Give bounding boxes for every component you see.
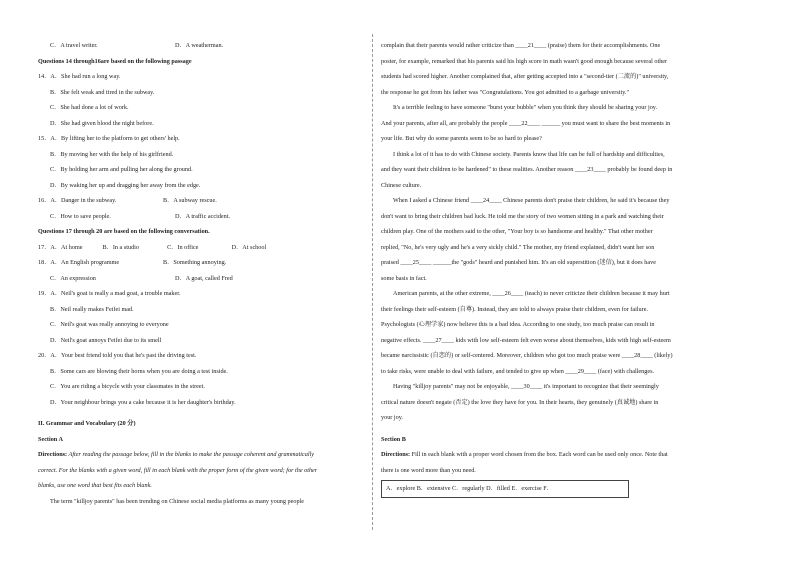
question-stem: 14．A．She had run a long way. [38,73,121,80]
option: 17．A．At home [38,243,83,251]
passage-text: your joy. [381,414,403,421]
directions-label: Directions: [38,451,68,458]
conversation-header: Questions 17 through 20 are based on the following conversation. [38,228,210,235]
section-b-title: Section B [381,435,406,443]
q17-options [38,240,364,256]
q18-row1 [38,255,364,271]
passage-text: and they want their children to be hardened" to these realities. Another reason ____23____ probably be found deep in [381,166,673,173]
directions-label: Directions: [381,451,411,458]
directions-text: there is one word more than you need. [381,466,476,474]
passage-text: students had scored higher. Another complained that, after getting accepted into a "second-tier (二流的)" university, [381,73,669,80]
directions-text: blanks, use one word that best fits each blank. [38,482,152,489]
passage-text: children play. One of the mothers said to the other, "Your boy is so handsome and healthy." That other mother [381,228,653,235]
passage-text: It's a terrible feeling to have someone "burst your bubble" when you think they should be sharing your joy. [393,104,658,111]
question-stem: 19．A．Neil's goat is really a mad goat, a trouble maker. [38,290,181,297]
option: B．Neil really makes Feifei mad. [50,305,134,313]
option: D．A weatherman. [175,42,224,49]
passage-text: to take risks, were unable to deal with failure, and tended to give up when ____29____ (face) with challenges. [381,367,655,375]
option: B．Some cars are blowing their horns when you are doing a test inside. [50,367,228,375]
option: D．A goat, called Fred [175,274,233,282]
option: B．She felt weak and tired in the subway. [50,88,155,96]
option: D．A traffic accident. [175,212,231,220]
option: D．At school [231,243,267,251]
option: C．How to save people. [50,212,111,220]
passage-header: Questions 14 through16are based on the following passage [38,57,192,65]
left-column [38,38,364,509]
option: D．By waking her up and dragging her away from the edge. [50,181,201,189]
directions [38,447,364,463]
word-box: A．explore B．extensive C．regularly D．filled E．exercise F． [381,480,629,498]
option: C．You are riding a bicycle with your classmates in the street. [50,383,205,390]
option: C．In office [167,243,199,251]
q13-options [38,38,364,54]
passage-text: the response he got from his father was "Congratulations. You got admitted to a garbage university." [381,88,629,96]
option: B．In a studio [102,243,139,251]
option: D．Neil's goat annoys Feifei due to its smell [50,336,162,344]
q16-row2 [38,209,364,225]
q18-row2 [38,271,364,287]
passage-text: don't want to bring their children bad luck. He told me the story of two women sitting in a park and watching their [381,212,664,220]
directions-text: Fill in each blank with a proper word chosen from the box. Each word can be used only once. Note that [410,451,668,458]
passage-text: Psychologists (心理学家) now believe this is a bad idea. According to one study, too much praise can result in [381,321,655,328]
directions-text: After reading the passage below, fill in the blanks to make the passage coherent and grammatically [67,451,315,458]
directions-b [381,447,711,463]
passage-text: their feelings their self-esteem (自尊). Instead, they are told to always praise their children, even for failure. [381,305,648,313]
option: B．Something annoying. [163,259,227,266]
passage-text: The term "killjoy parents" has been trending on Chinese social media platforms as many young people [50,497,305,505]
passage-text: praised ____25____ ______the "gods" heard and punished him. It's an old superstition (迷信), but it does have [381,259,656,266]
right-column [381,38,711,498]
option: B．By moving her with the help of his girlfriend. [50,150,174,158]
q16-row1 [38,193,364,209]
option: C．She had done a lot of work. [50,104,129,111]
option: 18．A．An English programme [38,259,120,266]
passage-text: became narcissistic (自恋的) or self-centered. Moreover, children who got too much praise were ____28____ (likely) [381,352,673,359]
passage-text: negative effects. ____27____ kids with low self-esteem felt even worse about themselves, kids with high self-esteem [381,336,671,344]
option: C．Neil's goat was really annoying to everyone [50,321,169,328]
section-title: II. Grammar and Vocabulary (20 分) [38,420,136,427]
option: C．By holding her arm and pulling her along the ground. [50,166,193,173]
passage-text: When I asked a Chinese friend ____24____ Chinese parents don't praise their children, he said it's because they [393,197,670,204]
option: C．An expression [50,274,96,282]
option: 16．A．Danger in the subway. [38,197,117,204]
passage-text: poster, for example, remarked that his parents said his high score in math wasn't good enough because several other [381,57,668,65]
section-a-title: Section A [38,435,63,443]
passage-text: replied, "No, he's very ugly and he's a very sickly child." The mother, my friend explained, didn't want her son [381,243,655,251]
passage-text: some basis in fact. [381,274,427,282]
option: D．She had given blood the night before. [50,119,154,127]
passage-text: critical nature doesn't negate (否定) the love they have for you. In their hearts, they genuinely (真诚地) share in [381,398,659,406]
passage-text: Chinese culture. [381,181,422,189]
passage-text: American parents, at the other extreme, ____26____ (teach) to never criticize their children because it may hurt [393,290,670,297]
column-divider [372,34,373,530]
passage-text: And your parents, after all, are probably the people ____22____ ______ you must want to share the best moments in [381,119,671,127]
option: D．Your neighbour brings you a cake because it is her daughter's birthday. [50,398,236,406]
option: C．A travel writer. [50,42,98,49]
directions-text: correct. For the blanks with a given word, fill in each blank with the proper form of the given word; for the other [38,466,318,474]
passage-text: Having "killjoy parents" may not be enjoyable, ____30____ it's important to recognize that their seemingly [393,383,659,390]
passage-text: your life. But why do some parents seem to be so hard to please? [381,135,542,142]
passage-text: I think a lot of it has to do with Chinese society. Parents know that life can be full of hardship and difficulties, [393,150,665,158]
question-stem: 20．A．Your best friend told you that he's past the driving test. [38,352,197,359]
option: B．A subway rescue. [163,197,217,204]
question-stem: 15．A．By lifting her to the platform to get others' help. [38,135,180,142]
passage-text: complain that their parents would rather criticize than ____21____ (praise) them for their accomplishments. One [381,42,661,49]
